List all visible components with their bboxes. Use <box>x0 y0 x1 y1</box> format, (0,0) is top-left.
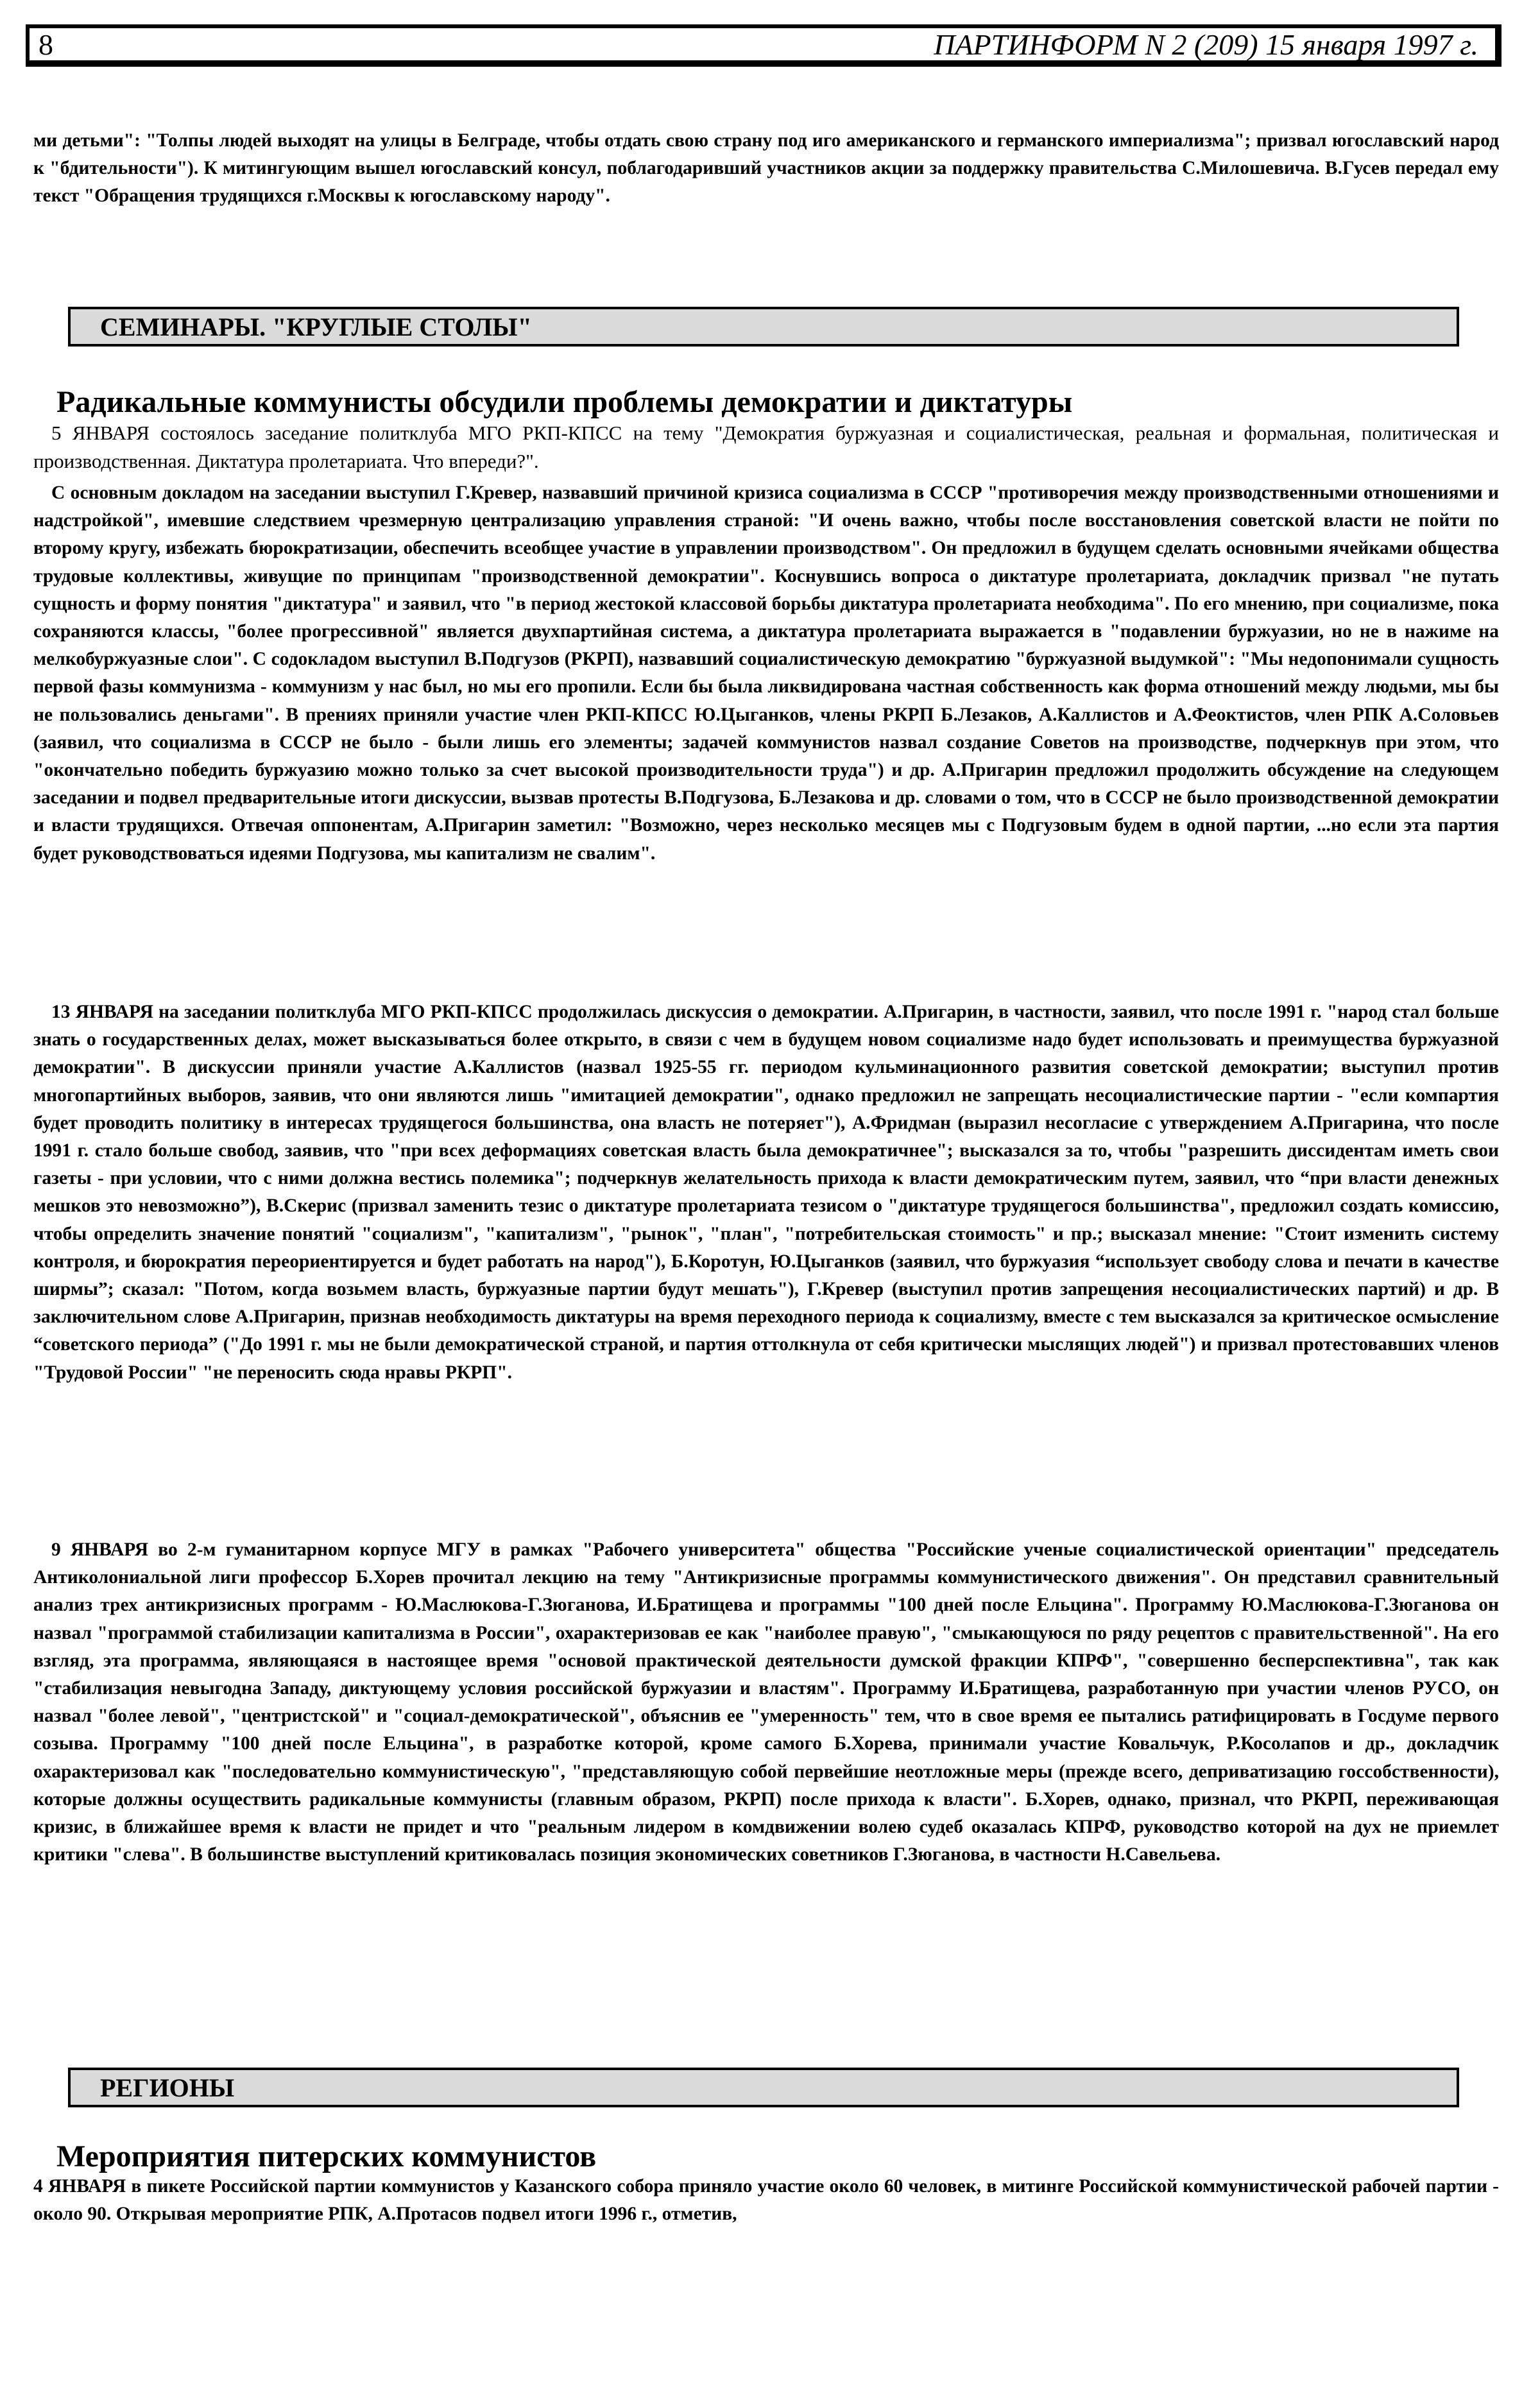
page-number: 8 <box>38 28 53 61</box>
section-header-seminars <box>68 307 1459 347</box>
section-title: СЕМИНАРЫ. "КРУГЛЫЕ СТОЛЫ" <box>100 312 532 341</box>
section-title: РЕГИОНЫ <box>100 2073 235 2102</box>
article-lead: 5 ЯНВАРЯ состоялось заседание политклуба МГО РКП-КПСС на тему "Демократия буржуазная и социалистическая, реальная и формальная, политическая и производственная. Диктатура пролетариата. Что впереди?". <box>33 422 1499 472</box>
article-paragraph: 13 ЯНВАРЯ на заседании политклуба МГО РКП-КПСС продолжилась дискуссия о демократии. А.Пригарин, в частности, заявил, что после 1991 г. "народ стал больше знать о государственных делах, может высказываться более открыто, в связи с чем в будущем новом социализме надо будет использовать и преимущества буржуазной демократии". В дискуссии приняли участие А.Каллистов (назвал 1925-55 гг. периодом кульминационного развития советской демократии; выступил против многопартийных выборов, заявив, что они являются лишь "имитацией демократии", однако предложил не запрещать несоциалистические партии - "если компартия будет проводить политику в интересах трудящегося большинства, она власть не потеряет"), А.Фридман (выразил несогласие с утверждением А.Пригарина, что после 1991 г. стало больше свобод, заявив, что "при всех деформациях советская власть была демократичнее"; высказался за то, чтобы "разрешить диссидентам иметь свои газеты - при условии, что с ними должна вестись полемика"; подчеркнув желательность прихода к власти демократическим путем, заявил, что “при власти денежных мешков это невозможно”), В.Скерис (призвал заменить тезис о диктатуре пролетариата тезисом о "диктатуре трудящегося большинства", предложил создать комиссию, чтобы определить значение понятий "социализм", "капитализм", "рынок", "план", "потребительская стоимость" и пр.; высказал мнение: "Стоит изменить систему контроля, и бюрократия переориентируется и будет работать на народ"), Б.Коротун, Ю.Цыганков (заявил, что буржуазия “использует свободу слова и печати в качестве ширмы”; сказал: "Потом, когда возьмем власть, буржуазные партии будут мешать"), Г.Кревер (выступил против запрещения несоциалистических партий) и др. В заключительном слове А.Пригарин, признав необходимость диктатуры на время переходного периода к социализму, вместе с тем высказался за критическое осмысление “советского периода” ("До 1991 г. мы не были демократической страной, и партия оттолкнула от себя критически мыслящих людей") и призвал протестовавших членов "Трудовой России" "не переносить сюда нравы РКРП". <box>33 1002 1499 1383</box>
section-header-regions <box>68 2068 1459 2107</box>
article-headline-democracy: Радикальные коммунисты обсудили проблемы демократии и диктатуры <box>56 385 1073 419</box>
publication-title: ПАРТИНФОРМ N 2 (209) 15 января 1997 г. <box>934 28 1478 61</box>
intro-paragraph: ми детьми": "Толпы людей выходят на улицы в Белграде, чтобы отдать свою страну под иго американского и германского империализма"; призвал югославский народ к "бдительности"). К митингующим вышел югославский консул, поблагодаривший участников акции за поддержку правительства С.Милошевича. В.Гусев передал ему текст "Обращения трудящихся г.Москвы к югославскому народу". <box>33 130 1499 207</box>
article-paragraph: 9 ЯНВАРЯ во 2-м гуманитарном корпусе МГУ в рамках "Рабочего университета" общества "Российские ученые социалистической ориентации" председатель Антиколониальной лиги профессор Б.Хорев прочитал лекцию на тему "Антикризисные программы коммунистического движения". Он представил сравнительный анализ трех антикризисных программ - Ю.Маслюкова-Г.Зюганова, И.Братищева и программы "100 дней после Ельцина". Программу Ю.Маслюкова-Г.Зюганова он назвал "программой стабилизации капитализма в России", охарактеризовав ее как "наиболее правую", "смыкающуюся по ряду рецептов с правительственной". На его взгляд, эта программа, являющаяся в настоящее время "основой практической деятельности думской фракции КПРФ", "совершенно бесперспективна", так как "стабилизация невыгодна Западу, диктующему условия российской буржуазии и властям". Программу И.Братищева, разработанную при участии членов РУСО, он назвал "более левой", "центристской" и "социал-демократической", объяснив ее "умеренность" тем, что в свое время ее пытались ратифицировать в Госдуме первого созыва. Программу "100 дней после Ельцина", в разработке которой, кроме самого Б.Хорева, принимали участие Ковальчук, Р.Косолапов и др., докладчик охарактеризовал как "последовательно коммунистическую", "представляющую собой первейшие неотложные меры (прежде всего, деприватизацию госсобственности), которые должны осуществить радикальные коммунисты (главным образом, РКРП) после прихода к власти". Б.Хорев, однако, признал, что РКРП, переживающая кризис, в ближайшее время к власти не придет и что "реальным лидером в комдвижении волею судеб оказалась КПРФ, руководство которой на дух не приемлет критики "слева". В большинстве выступлений критиковалась позиция экономических советников Г.Зюганова, в частности Н.Савельева. <box>33 1539 1499 1865</box>
article-paragraph: С основным докладом на заседании выступил Г.Кревер, назвавший причиной кризиса социализма в СССР "противоречия между производственными отношениями и надстройкой", имевшие следствием чрезмерную централизацию управления страной: "И очень важно, чтобы после восстановления советской власти не пойти по второму кругу, избежать бюрократизации, обеспечить всеобщее участие в управлении производством". Он предложил в будущем сделать основными ячейками общества трудовые коллективы, живущие по принципам "производственной демократии". Коснувшись вопроса о диктатуре пролетариата, докладчик призвал "не путать сущность и форму понятия "диктатура" и заявил, что "в период жестокой классовой борьбы диктатура пролетариата необходима". По его мнению, при социализме, пока сохраняются классы, "более прогрессивной" является двухпартийная система, а диктатура пролетариата выражается в "подавлении буржуазии, но не в нажиме на мелкобуржуазные слои". С содокладом выступил В.Подгузов (РКРП), назвавший социалистическую демократию "буржуазной выдумкой": "Мы недопонимали сущность первой фазы коммунизма - коммунизм у нас был, но мы его пропили. Если бы была ликвидирована частная собственность как форма отношений между людьми, мы бы не пользовались деньгами". В прениях приняли участие член РКП-КПСС Ю.Цыганков, члены РКРП Б.Лезаков, А.Каллистов и А.Феоктистов, член РПК А.Соловьев (заявил, что социализма в СССР не было - были лишь его элементы; задачей коммунистов назвал создание Советов на производстве, подчеркнув при этом, что "окончательно победить буржуазию можно только за счет высокой производительности труда") и др. А.Пригарин предложил продолжить обсуждение на следующем заседании и подвел предварительные итоги дискуссии, вызвав протесты В.Подгузова, Б.Лезакова и др. словами о том, что в СССР не было производственной демократии и власти трудящихся. Отвечая оппонентам, А.Пригарин заметил: "Возможно, через несколько месяцев мы с Подгузовым будем в одной партии, ...но если эта партия будет руководствоваться идеями Подгузова, мы капитализм не свалим". <box>33 483 1499 864</box>
article-headline-petersburg: Мероприятия питерских коммунистов <box>56 2139 597 2173</box>
article-paragraph: 4 ЯНВАРЯ в пикете Российской партии коммунистов у Казанского собора приняло участие около 60 человек, в митинге Российской коммунистической рабочей партии - около 90. Открывая мероприятие РПК, А.Протасов подвел итоги 1996 г., отметив, <box>33 2176 1499 2225</box>
page-header <box>26 24 1502 67</box>
